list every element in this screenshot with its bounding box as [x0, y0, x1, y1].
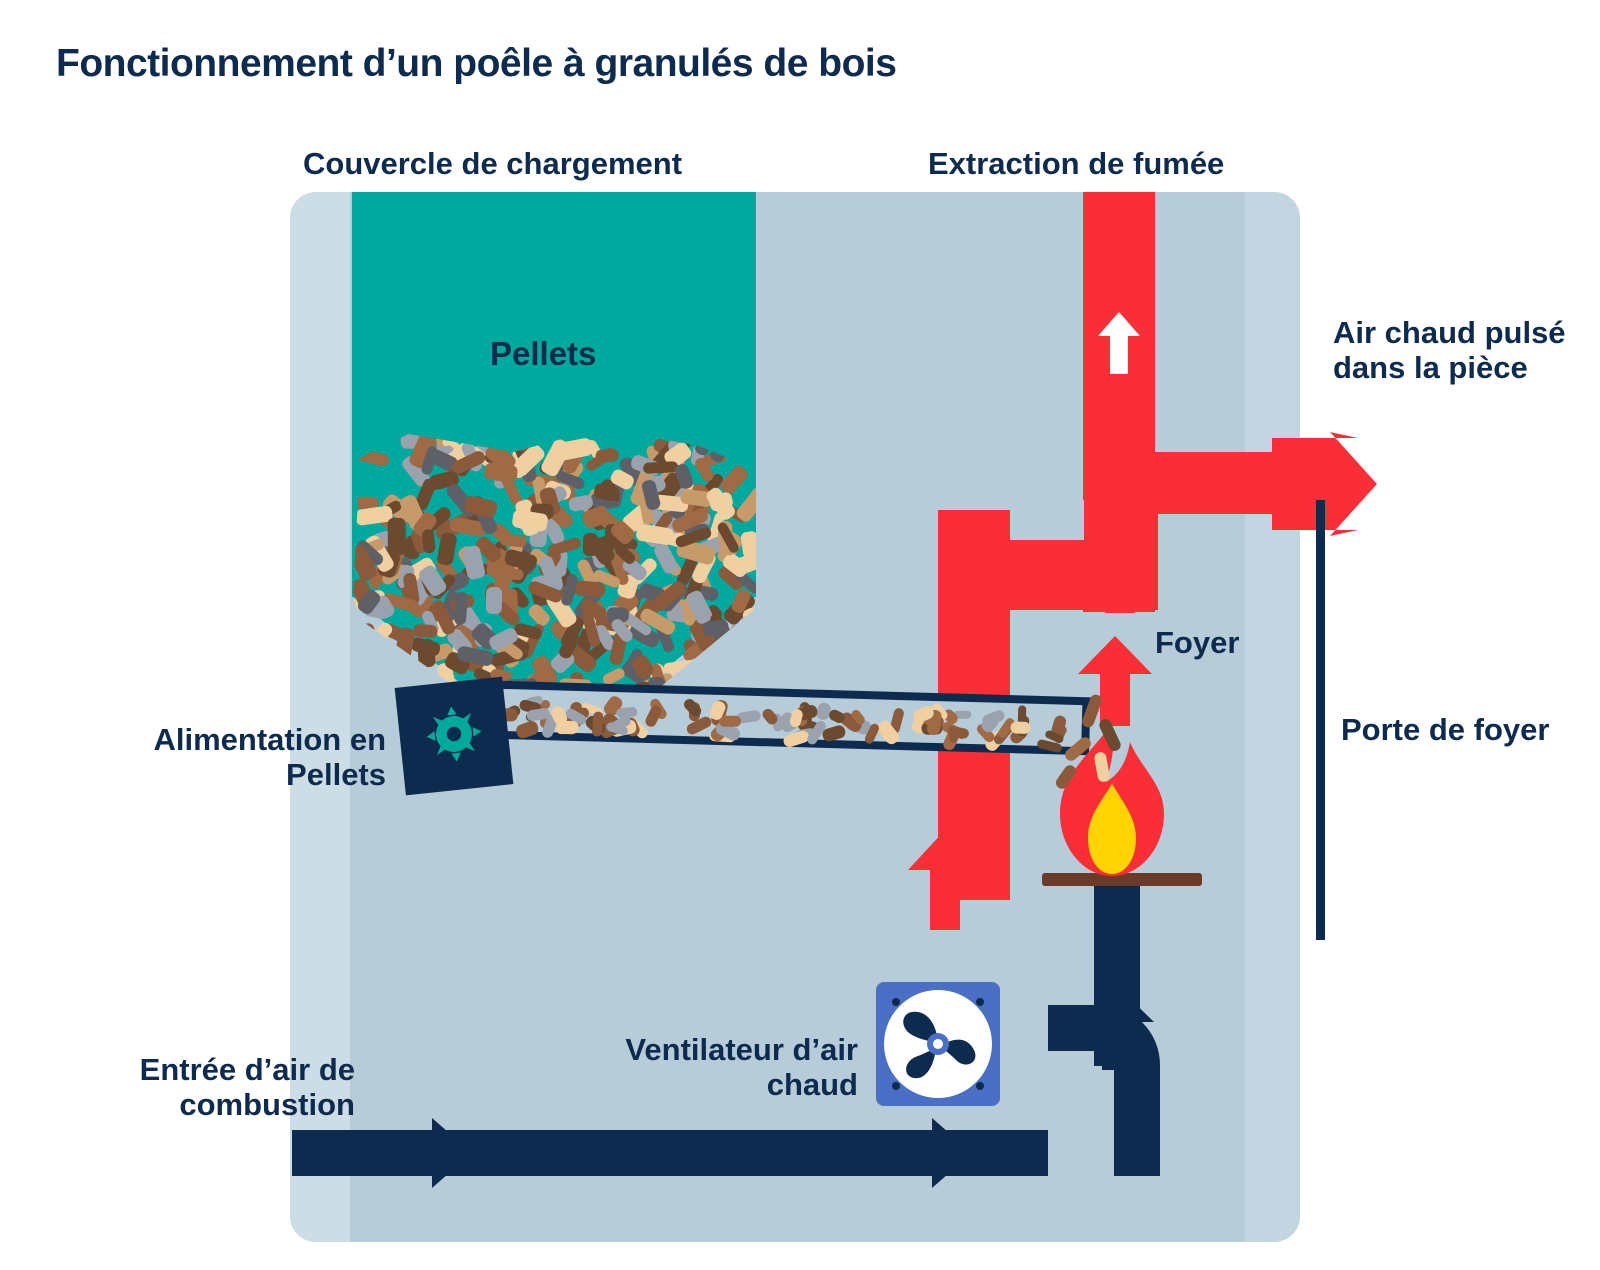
smoke-flow-arrow-icon: [1098, 312, 1140, 374]
label-loading-lid: Couvercle de chargement: [303, 146, 683, 181]
pellets-label: Pellets: [490, 335, 597, 372]
label-hot-air-fan: Ventilateur d’air chaud: [625, 1032, 858, 1103]
firebox-door-line: [1316, 500, 1325, 940]
label-foyer: Foyer: [1155, 625, 1240, 660]
fan-icon: [890, 996, 986, 1092]
label-firebox-door: Porte de foyer: [1341, 712, 1550, 747]
air-intake-arrow-icon: [398, 1118, 472, 1188]
hot-air-outlet-duct: [1100, 452, 1290, 514]
label-combustion-air-inlet: Entrée d’air de combustion: [139, 1052, 355, 1123]
auger-tube-interior: [477, 688, 1082, 747]
falling-pellets: [1038, 690, 1158, 800]
page-title: Fonctionnement d’un poêle à granulés de bois: [56, 42, 897, 85]
air-intake-up-arrow-icon: [1080, 986, 1154, 1070]
hot-air-arrow-icon: [1083, 523, 1157, 613]
air-intake-arrow-icon-2: [898, 1118, 972, 1188]
gear-icon: [421, 701, 487, 767]
label-pellet-feed: Alimentation en Pellets: [153, 722, 386, 793]
label-smoke-extraction: Extraction de fumée: [928, 146, 1225, 181]
label-hot-air-output: Air chaud pulsé dans la pièce: [1333, 315, 1566, 386]
stove-body-right-shade: [1245, 192, 1300, 1242]
fan-hot-air-arrow-icon: [908, 830, 982, 930]
